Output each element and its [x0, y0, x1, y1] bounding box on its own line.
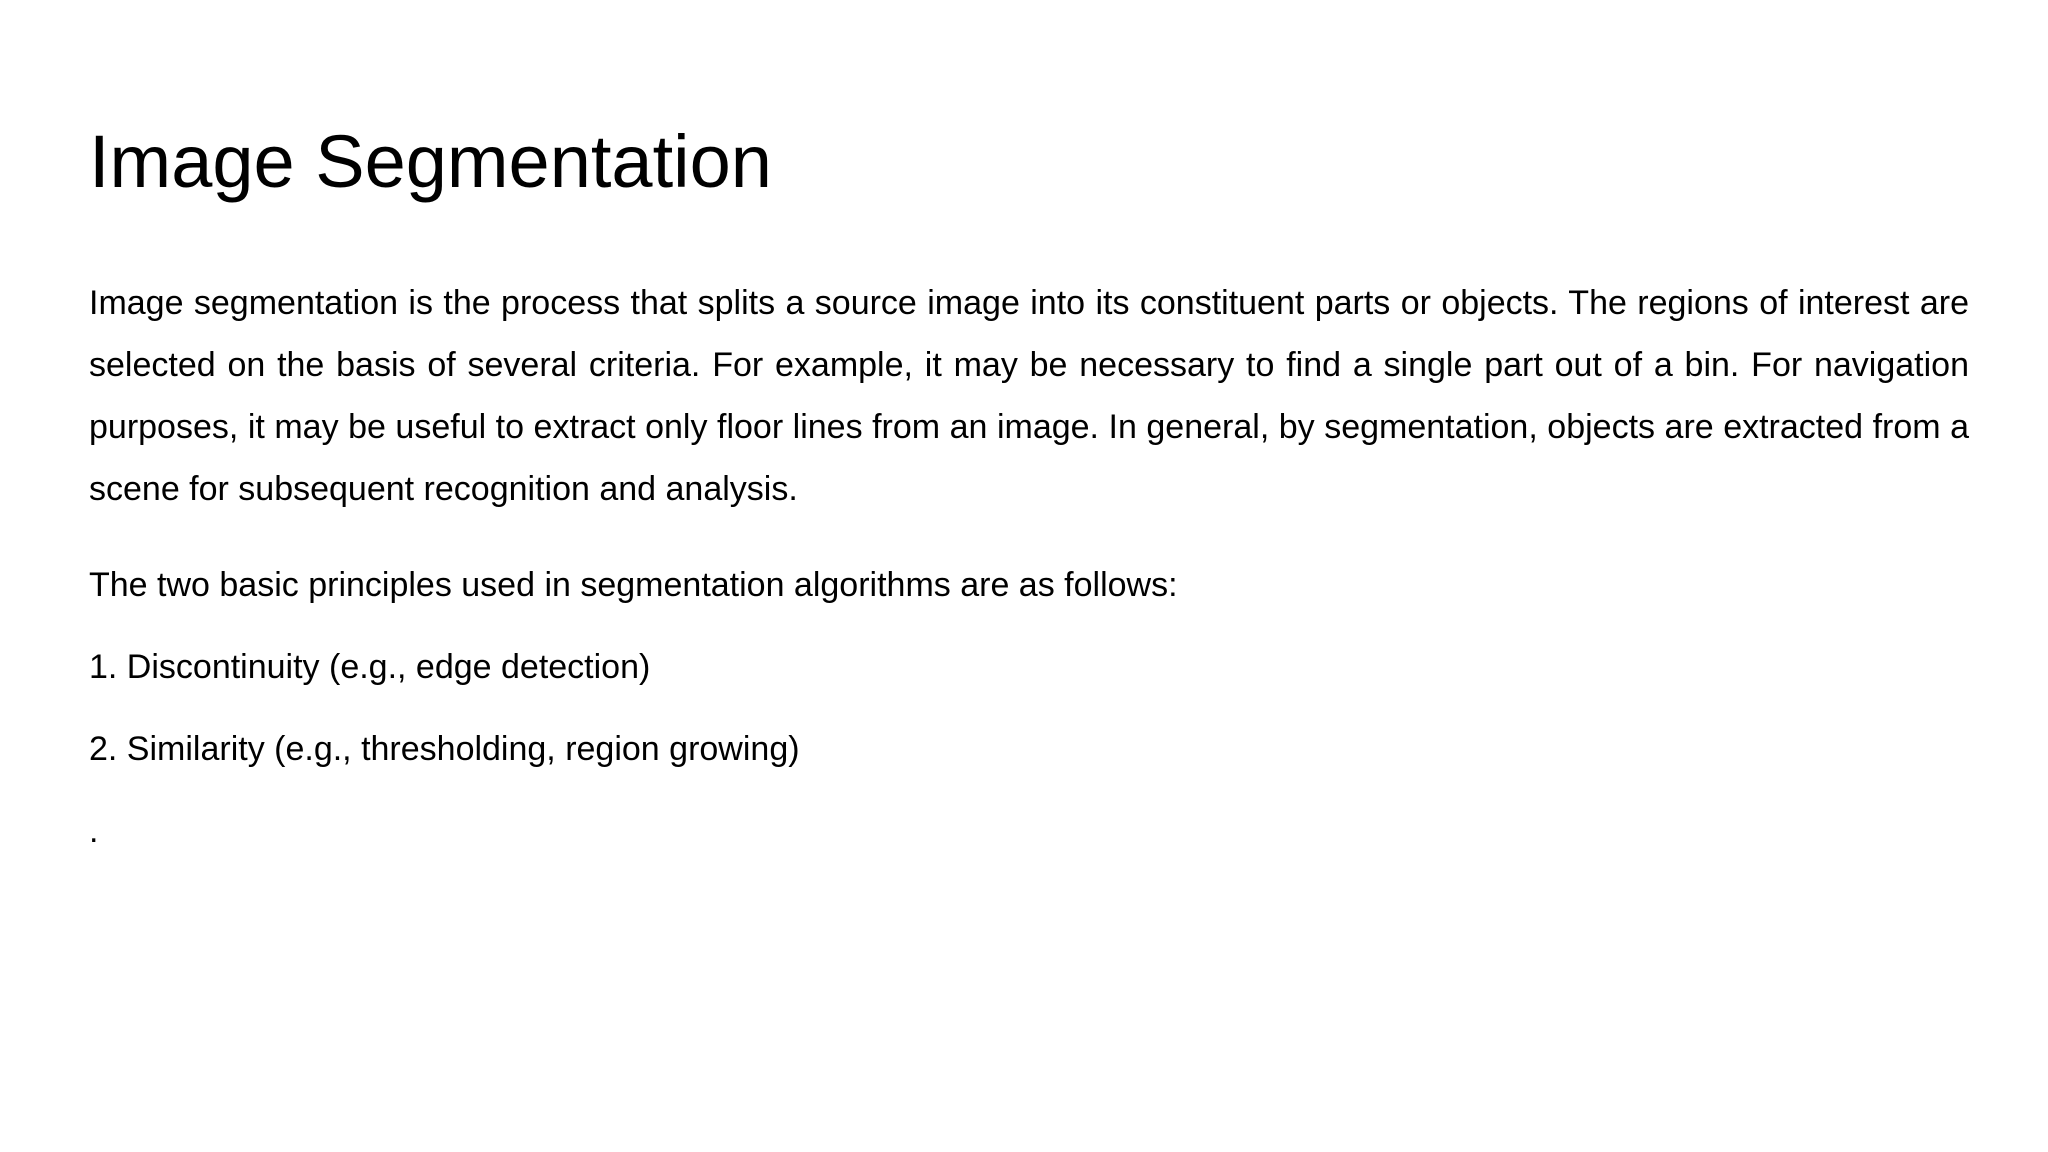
intro-paragraph: Image segmentation is the process that splits a source image into its constituent parts or objects. The regions of interest are selected on the basis of several criteria. For example, it may be necessary to find a single part out of a bin. For navigation purposes, it may be useful to extract only floor lines from an image. In general, by segmentation, objects are extracted from a scene for subsequent recognition and analysis.: [89, 284, 1969, 508]
slide-body: [89, 272, 1969, 862]
list-item: 1. Discontinuity (e.g., edge detection): [89, 648, 651, 686]
trailing-text: .: [89, 812, 99, 850]
slide-title: Image Segmentation: [89, 120, 772, 203]
principles-intro: The two basic principles used in segmentation algorithms are as follows:: [89, 566, 1178, 604]
list-item: 2. Similarity (e.g., thresholding, region growing): [89, 730, 800, 768]
principles-list: [89, 636, 1969, 780]
